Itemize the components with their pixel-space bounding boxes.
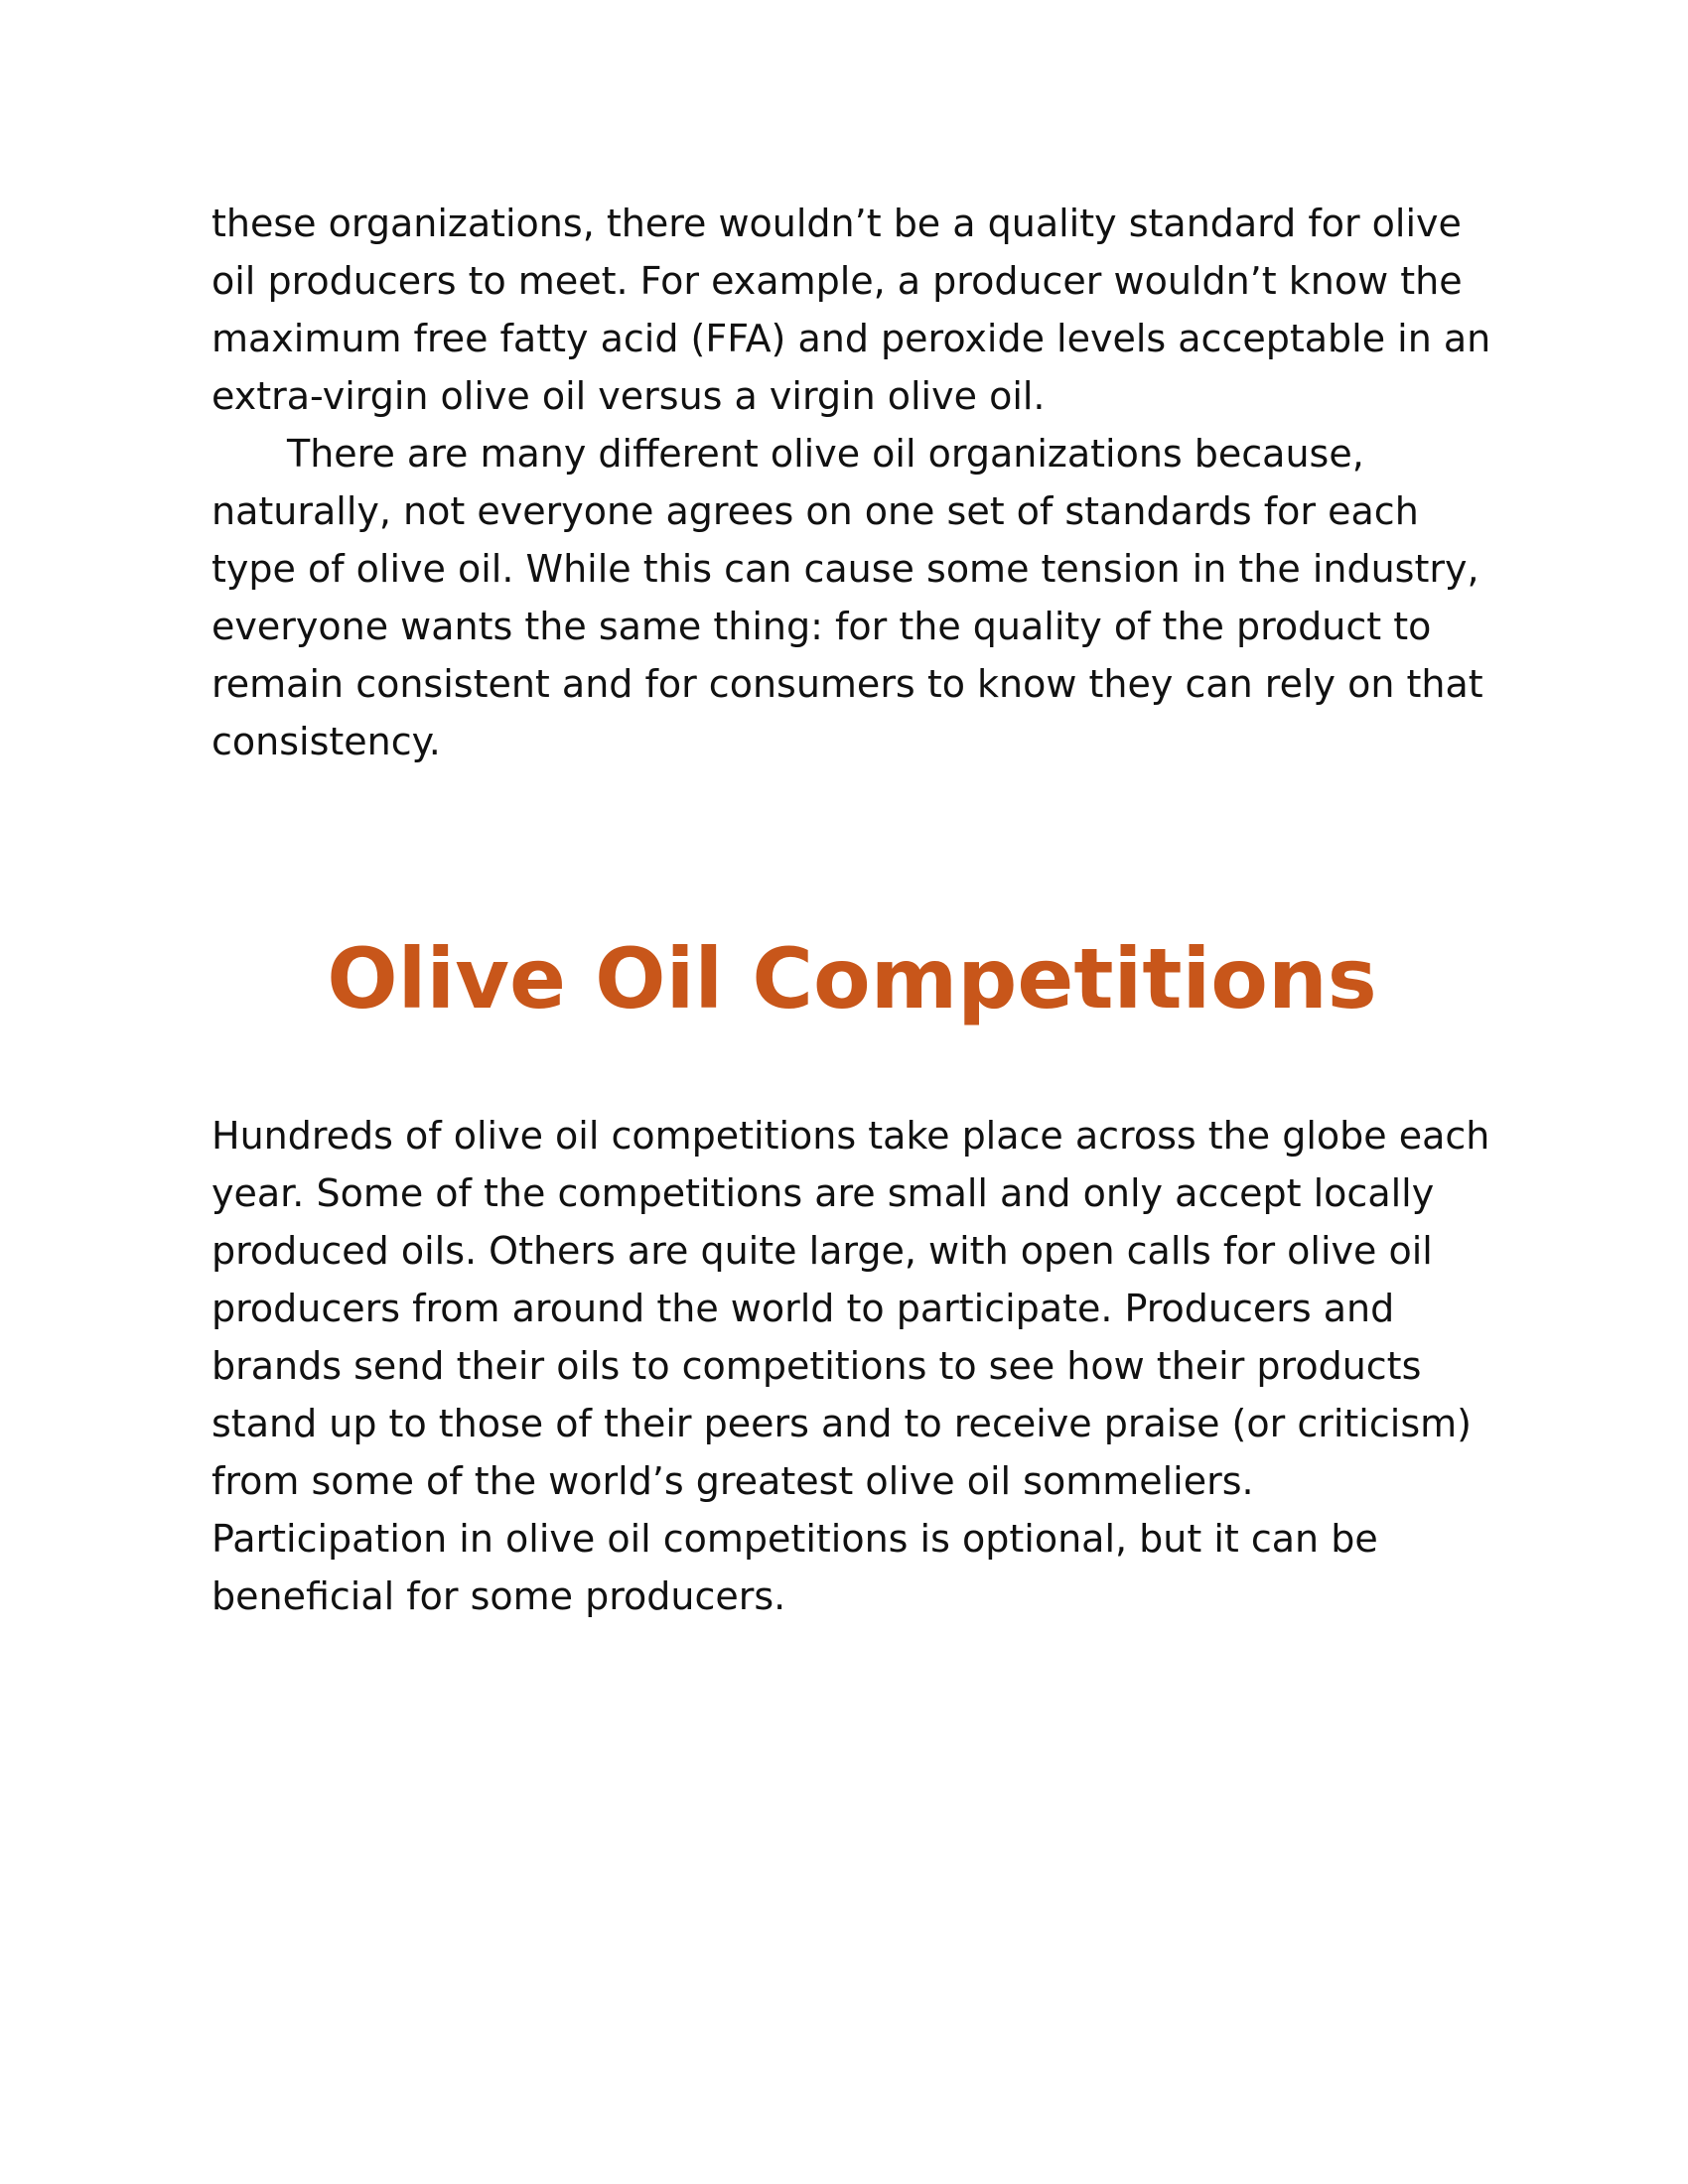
body-text-block-top	[211, 195, 1492, 770]
section-heading: Olive Oil Competitions	[327, 930, 1377, 1027]
paragraph-indented: There are many different olive oil organizations because, naturally, not everyone agrees on one set of standards for each type of olive oil. While this can cause some tension in the industry, everyone wants the same thing: for the quality of the product to remain consistent and for consumers to know they can rely on that consistency.	[211, 432, 1483, 763]
paragraph-continued: these organizations, there wouldn’t be a quality standard for olive oil producers to meet. For example, a producer wouldn’t know the maximum free fatty acid (FFA) and peroxide levels acceptable in an extra-virgin olive oil versus a virgin olive oil.	[211, 202, 1491, 418]
paragraph-competitions: Hundreds of olive oil competitions take place across the globe each year. Some of the competitions are small and only accept locally produced oils. Others are quite large, with open calls for olive oil producers from around the world to participate. Producers and brands send their oils to competitions to see how their products stand up to those of their peers and to receive praise (or criticism) from some of the world’s greatest olive oil sommeliers. Participation in olive oil competitions is optional, but it can be beneficial for some producers.	[211, 1114, 1490, 1618]
